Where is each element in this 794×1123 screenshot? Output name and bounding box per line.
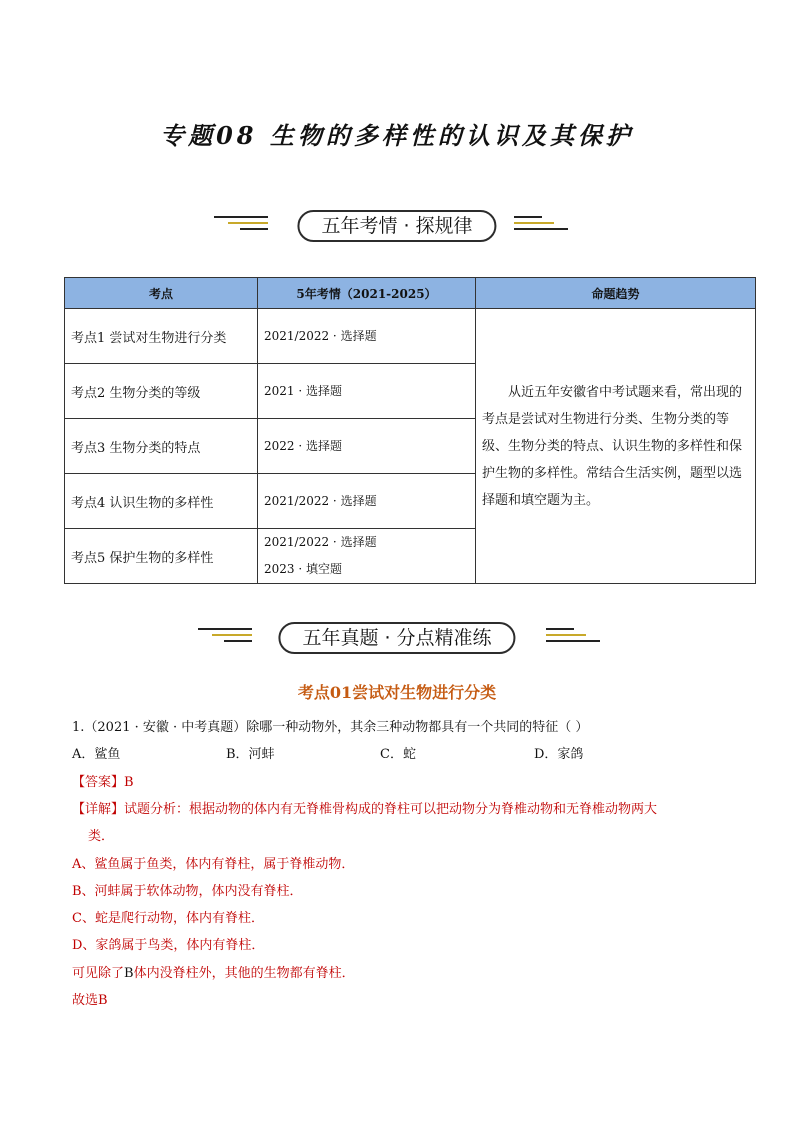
cell-years	[258, 529, 476, 584]
banner-label: 五年考情 · 探规律	[297, 210, 496, 242]
conclusion-highlight: B	[124, 966, 134, 981]
section-heading: 考点01尝试对生物进行分类	[297, 683, 497, 702]
option-b: B．河蚌	[226, 747, 275, 762]
answer-value: B	[124, 775, 134, 790]
banner-real-questions	[0, 622, 794, 654]
cell-point: 考点3 生物分类的特点	[65, 419, 258, 474]
conclusion-line	[72, 962, 355, 981]
cell-years-line: 2021/2022 · 选择题	[264, 535, 377, 549]
answer-line	[72, 771, 134, 790]
cell-point: 考点5 保护生物的多样性	[65, 529, 258, 584]
answer-label: 【答案】	[72, 775, 125, 790]
option-c: C．蛇	[380, 747, 416, 762]
option-d: D．家鸽	[534, 747, 584, 762]
explanation-line: C、蛇是爬行动物，体内有脊柱．	[72, 911, 264, 926]
header-trend: 命题趋势	[476, 278, 756, 309]
cell-years: 2022 · 选择题	[258, 419, 476, 474]
explanation-line: D、家鸽属于鸟类，体内有脊柱．	[72, 938, 265, 953]
banner-label: 五年真题 · 分点精准练	[278, 622, 515, 654]
cell-point: 考点2 生物分类的等级	[65, 364, 258, 419]
explanation-line: A、鲨鱼属于鱼类，体内有脊柱，属于脊椎动物．	[72, 857, 355, 872]
cell-point: 考点4 认识生物的多样性	[65, 474, 258, 529]
banner-right-decoration	[546, 628, 600, 646]
banner-right-decoration	[514, 216, 568, 234]
table-row	[65, 309, 756, 364]
detail-line	[72, 798, 657, 817]
banner-exam-overview	[0, 210, 794, 242]
conclusion-post: 体内没脊柱外，其他的生物都有脊柱．	[133, 966, 355, 981]
exam-summary-table	[64, 277, 756, 584]
explanation-line: B、河蚌属于软体动物，体内没有脊柱．	[72, 884, 303, 899]
header-years: 5年考情（2021-2025）	[258, 278, 476, 309]
final-pre: 故选	[72, 993, 99, 1008]
cell-point: 考点1 尝试对生物进行分类	[65, 309, 258, 364]
cell-trend: 从近五年安徽省中考试题来看，常出现的考点是尝试对生物进行分类、生物分类的等级、生物分类的特点、认识生物的多样性和保护生物的多样性。常结合生活实例，题型以选择题和填空题为主。	[476, 309, 756, 584]
option-a: A．鲨鱼	[72, 747, 121, 762]
cell-years: 2021/2022 · 选择题	[258, 309, 476, 364]
final-highlight: B	[98, 993, 108, 1008]
final-answer-line	[72, 989, 108, 1008]
conclusion-pre: 可见除了	[72, 966, 125, 981]
detail-text: 试题分析：根据动物的体内有无脊椎骨构成的脊柱可以把动物分为脊椎动物和无脊椎动物两大	[124, 802, 658, 817]
cell-years-line: 2023 · 填空题	[264, 562, 342, 576]
detail-continuation: 类．	[88, 829, 115, 844]
question-stem: 1.（2021 · 安徽 · 中考真题）除哪一种动物外，其余三种动物都具有一个共同的特征（ ）	[72, 720, 589, 735]
banner-left-decoration	[214, 216, 268, 234]
detail-label: 【详解】	[72, 802, 125, 817]
cell-years: 2021/2022 · 选择题	[258, 474, 476, 529]
cell-years: 2021 · 选择题	[258, 364, 476, 419]
page-title: 专题08 生物的多样性的认识及其保护	[160, 121, 634, 150]
banner-left-decoration	[198, 628, 252, 646]
header-point: 考点	[65, 278, 258, 309]
table-header-row	[65, 278, 756, 309]
